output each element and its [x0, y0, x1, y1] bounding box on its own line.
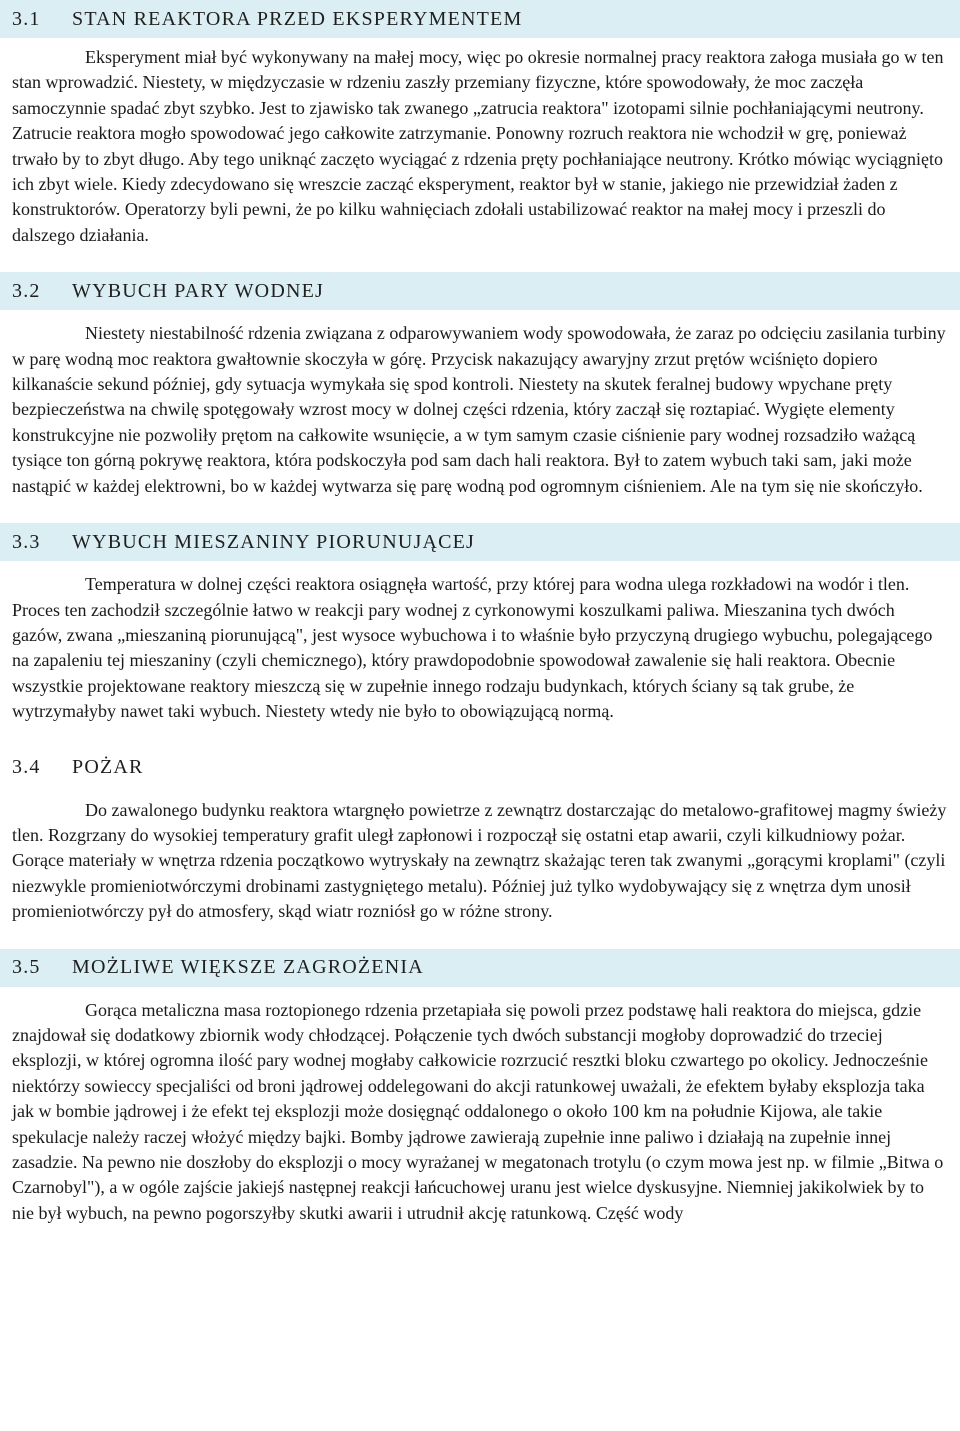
- section-3-2: [0, 272, 960, 499]
- section-title: STAN REAKTORA PRZED EKSPERYMENTEM: [72, 7, 523, 30]
- section-3-1: [0, 0, 960, 248]
- section-number: 3.3: [12, 530, 41, 553]
- section-title: POŻAR: [72, 756, 144, 779]
- section-heading: [0, 0, 960, 38]
- section-3-4: [0, 749, 960, 925]
- section-title: WYBUCH PARY WODNEJ: [72, 279, 325, 302]
- section-heading: [0, 949, 960, 987]
- section-spacer: [0, 725, 960, 749]
- section-3-3: [0, 523, 960, 724]
- section-number: 3.2: [12, 279, 41, 302]
- section-heading: [0, 523, 960, 561]
- section-title: WYBUCH MIESZANINY PIORUNUJĄCEJ: [72, 530, 476, 553]
- section-spacer: [0, 248, 960, 272]
- section-number: 3.1: [12, 7, 41, 30]
- section-paragraph: Niestety niestabilność rdzenia związana z odparowywaniem wody spowodowała, że zaraz po odcięciu zasilania turbiny w parę wodną moc reaktora gwałtownie skoczyła w górę. Przycisk nakazujący awaryjny zrzut prętów wciśnięto dopiero kilkanaście sekund później, gdy sytuacja wymykała się spod kontroli. Niestety na skutek feralnej budowy wpychane pręty bezpieczeństwa na chwilę spotęgowały wzrost mocy w dolnej części rdzenia, który zaczął się roztapiać. Wygięte elementy konstrukcyjne nie pozwoliły prętom na całkowite wsunięcie, a w tym samym czasie ciśnienie pary wodnej rozsadziło ważącą tysiące ton górną pokrywę reaktora, która podskoczyła pod sam dach hali reaktora. Był to zatem wybuch taki sam, jaki może nastąpić w każdej elektrowni, bo w każdej wytwarza się parę wodną pod ogromnym ciśnieniem. Ale na tym się nie skończyło.: [12, 323, 946, 496]
- section-heading: [0, 272, 960, 310]
- section-heading: [0, 749, 960, 787]
- section-paragraph: Gorąca metaliczna masa roztopionego rdzenia przetapiała się powoli przez podstawę hali reaktora do miejsca, gdzie znajdował się dodatkowy zbiornik wody chłodzącej. Połączenie tych dwóch substancji mogłoby doprowadzić do trzeciej eksplozji, w której ogromna ilość pary wodnej mogłaby całkowicie rozrzucić resztki bloku czwartego po okolicy. Jednocześnie niektórzy sowieccy specjaliści od broni jądrowej oddelegowani do akcji ratunkowej uważali, że efektem byłaby eksplozja taka jak w bombie jądrowej i że efekt tej eksplozji może dosięgnąć oddalonego o około 100 km na południe Kijowa, ale takie spekulacje należy raczej włożyć między bajki. Bomby jądrowe zawierają zupełnie inne paliwo i działają na zupełnie innej zasadzie. Na pewno nie doszłoby do eksplozji o mocy wyrażanej w megatonach trotylu (o czym mowa jest np. w filmie „Bitwa o Czarnobyl"), a w ogóle zajście jakiejś następnej reakcji łańcuchowej uranu jest wielce dyskusyjne. Niemniej jakikolwiek by to nie był wybuch, na pewno pogorszyłby skutki awarii i utrudnił akcję ratunkową. Część wody: [12, 999, 944, 1223]
- section-paragraph: Do zawalonego budynku reaktora wtargnęło powietrze z zewnątrz dostarczając do metalowo-grafitowej magmy świeży tlen. Rozgrzany do wysokiej temperatury grafit uległ zapłonowi i rozpoczął się ostatni etap awarii, czyli kilkudniowy pożar. Gorące materiały w wnętrza rdzenia początkowo wytryskały na zewnątrz skażając teren tak zwanymi „gorącymi kroplami" (czyli niezwykle promieniotwórczymi drobinami zastygniętego metalu). Później już tylko wydobywający się z wnętrza dym unosił promieniotwórczy pył do atmosfery, skąd wiatr rozniósł go w różne strony.: [12, 799, 947, 922]
- section-spacer: [0, 499, 960, 523]
- section-number: 3.4: [12, 756, 41, 779]
- section-paragraph: Temperatura w dolnej części reaktora osiągnęła wartość, przy której para wodna ulega rozkładowi na wodór i tlen. Proces ten zachodził szczególnie łatwo w reakcji pary wodnej z cyrkonowymi koszulkami paliwa. Mieszanina tych dwóch gazów, zwana „mieszaniną piorunującą", jest wysoce wybuchowa i to właśnie było przyczyną drugiego wybuchu, polegającego na zapaleniu tej mieszaniny (czyli chemicznego), który prawdopodobnie spowodował zawalenie się hali reaktora. Obecnie wszystkie projektowane reaktory mieszczą się w zupełnie innego rodzaju budynkach, których ściany są tak grube, że wytrzymałyby nawet taki wybuch. Niestety wtedy nie było to obowiązującą normą.: [12, 574, 933, 722]
- section-number: 3.5: [12, 956, 41, 979]
- section-title: MOŻLIWE WIĘKSZE ZAGROŻENIA: [72, 956, 424, 979]
- section-3-5: [0, 949, 960, 1227]
- section-paragraph: Eksperyment miał być wykonywany na małej mocy, więc po okresie normalnej pracy reaktora załoga musiała go w ten stan wprowadzić. Niestety, w międzyczasie w rdzeniu zaszły przemiany fizyczne, które spowodowały, że moc zaczęła samoczynnie spadać zbyt szybko. Jest to zjawisko tak zwanego „zatrucia reaktora" izotopami silnie pochłaniającymi neutrony. Zatrucie reaktora mogło spowodować jego całkowite zatrzymanie. Ponowny rozruch reaktora nie wchodził w grę, ponieważ trwało by to zbyt długo. Aby tego uniknąć zaczęto wyciągać z rdzenia pręty pochłaniające neutrony. Krótko mówiąc wyciągnięto ich zbyt wiele. Kiedy zdecydowano się wreszcie zacząć eksperyment, reaktor był w stanie, jakiego nie przewidział żaden z konstruktorów. Operatorzy byli pewni, że po kilku wahnięciach zdołali ustabilizować reaktor na małej mocy i przeszli do dalszego działania.: [12, 47, 944, 245]
- section-spacer: [0, 925, 960, 949]
